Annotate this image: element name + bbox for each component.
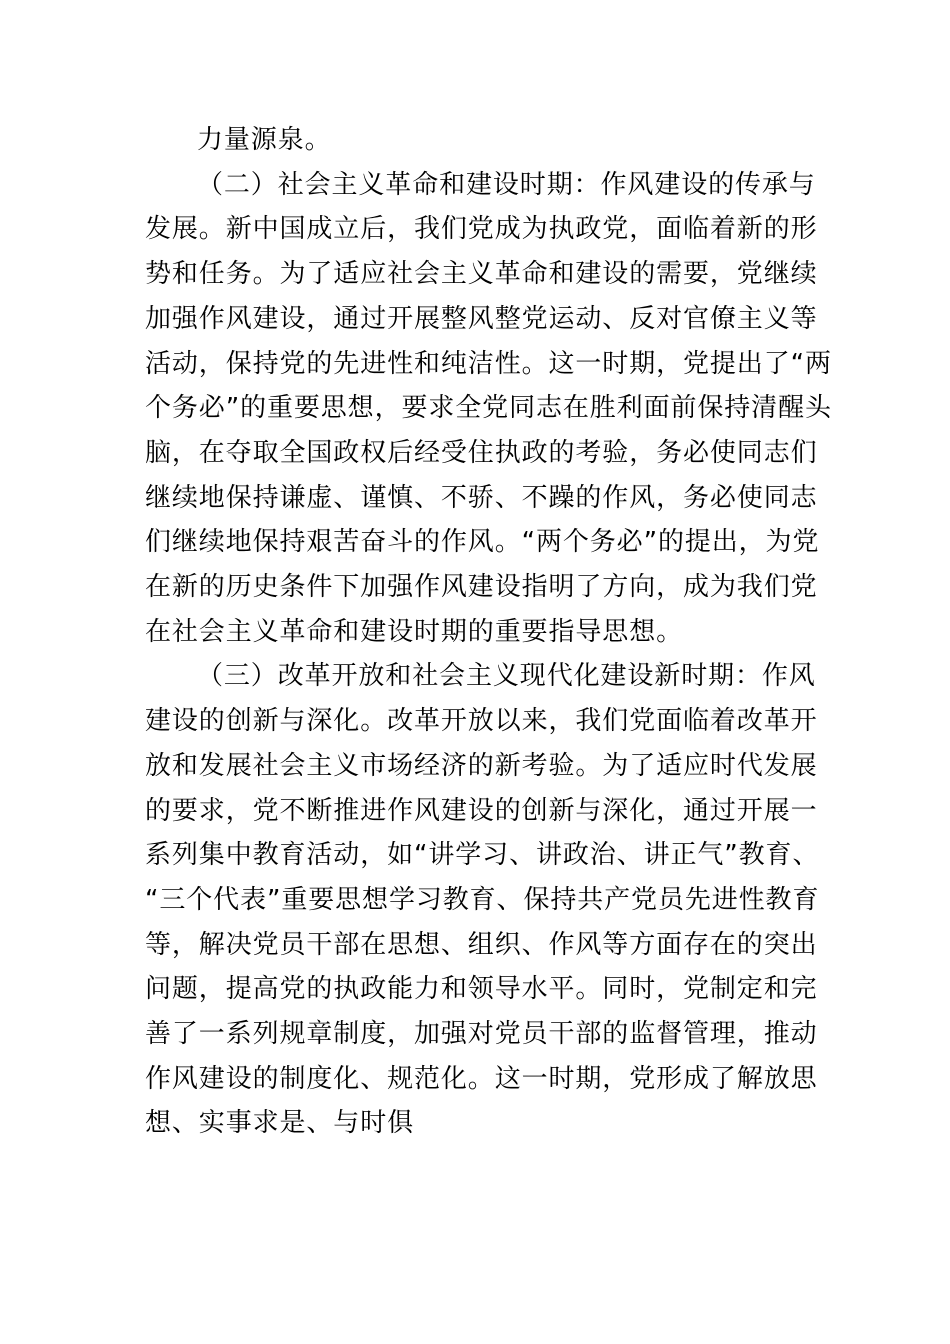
text-line: 力量源泉。 xyxy=(197,125,332,155)
text-line: 脑，在夺取全国政权后经受住执政的考验，务必使同志们 xyxy=(145,437,818,468)
section-heading-line: （三）改革开放和社会主义现代化建设新时期：作风 xyxy=(197,661,816,692)
paragraph-continuation xyxy=(145,118,810,163)
document-body xyxy=(145,118,832,1146)
paragraph-section-3 xyxy=(145,654,820,1146)
paragraph-section-2 xyxy=(145,163,832,655)
text-line: 发展。新中国成立后，我们党成为执政党，面临着新的形 xyxy=(145,214,818,245)
text-line: 想、实事求是、与时俱 xyxy=(145,1108,415,1139)
text-line: 系列集中教育活动，如“讲学习、讲政治、讲正气”教育、 xyxy=(145,840,820,871)
text-line: 个务必”的重要思想，要求全党同志在胜利面前保持清醒头 xyxy=(145,393,832,424)
text-line: 们继续地保持艰苦奋斗的作风。“两个务必”的提出，为党 xyxy=(145,527,820,558)
text-line: 继续地保持谦虚、谨慎、不骄、不躁的作风，务必使同志 xyxy=(145,482,818,513)
text-line: “三个代表”重要思想学习教育、保持共产党员先进性教育 xyxy=(145,884,820,915)
text-line: 的要求，党不断推进作风建设的创新与深化，通过开展一 xyxy=(145,795,818,826)
text-line: 势和任务。为了适应社会主义革命和建设的需要，党继续 xyxy=(145,259,818,290)
text-line: 善了一系列规章制度，加强对党员干部的监督管理，推动 xyxy=(145,1019,818,1050)
text-line: 在新的历史条件下加强作风建设指明了方向，成为我们党 xyxy=(145,572,818,603)
text-line: 建设的创新与深化。改革开放以来，我们党面临着改革开 xyxy=(145,706,818,737)
text-line: 放和发展社会主义市场经济的新考验。为了适应时代发展 xyxy=(145,750,818,781)
text-line: 作风建设的制度化、规范化。这一时期，党形成了解放思 xyxy=(145,1063,818,1094)
text-line: 问题，提高党的执政能力和领导水平。同时，党制定和完 xyxy=(145,974,818,1005)
text-line: 在社会主义革命和建设时期的重要指导思想。 xyxy=(145,616,684,647)
section-heading-line: （二）社会主义革命和建设时期：作风建设的传承与 xyxy=(197,169,816,200)
text-line: 活动，保持党的先进性和纯洁性。这一时期，党提出了“两 xyxy=(145,348,832,379)
text-line: 等，解决党员干部在思想、组织、作风等方面存在的突出 xyxy=(145,929,818,960)
text-line: 加强作风建设，通过开展整风整党运动、反对官僚主义等 xyxy=(145,303,818,334)
